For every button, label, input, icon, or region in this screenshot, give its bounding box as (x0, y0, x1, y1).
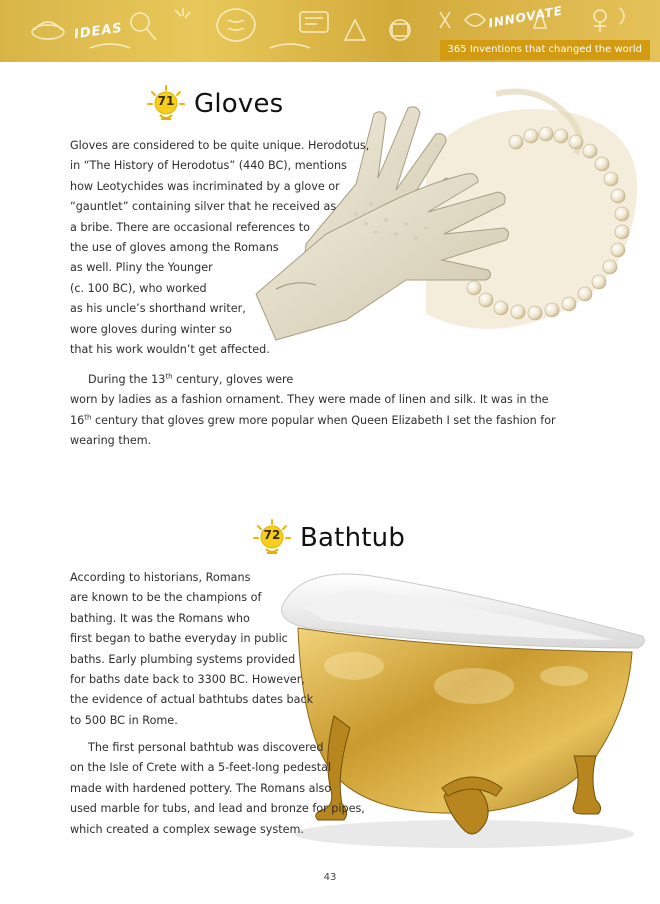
doodle-ideas-label: IDEAS (73, 20, 124, 43)
text-line: that his work wouldn’t get affected. (70, 343, 270, 357)
text-line: first began to bathe everyday in public (70, 632, 288, 646)
text-line: on the Isle of Crete with a 5-feet-long pedestal (70, 761, 332, 775)
text-line (70, 370, 590, 390)
invention-number: 71 (157, 94, 175, 108)
text-line (70, 411, 590, 431)
series-title-tag: 365 Inventions that changed the world (440, 40, 650, 60)
text-line: Gloves are considered to be quite unique. Herodotus, (70, 139, 370, 152)
text-span: 16 (70, 413, 85, 427)
text-line: which created a complex sewage system. (70, 822, 304, 836)
text-line: as well. Pliny the Younger (70, 261, 213, 275)
section-title: Gloves (194, 89, 284, 119)
text-line: bathing. It was the Romans who (70, 611, 250, 625)
section-title: Bathtub (300, 523, 406, 553)
text-span: century, gloves were (172, 373, 294, 386)
text-line: made with hardened pottery. The Romans also (70, 781, 332, 795)
doodle-innovate-label: INNOVATE (487, 3, 564, 31)
lightbulb-icon (252, 518, 292, 558)
text-line: are known to be the champions of (70, 591, 262, 605)
text-line: wore gloves during winter so (70, 322, 232, 336)
bathtub-paragraph-2 (70, 738, 365, 840)
header-banner (0, 0, 660, 62)
text-span: century that gloves grew more popular when Queen Elizabeth I set the fashion for (91, 413, 556, 427)
text-line: for baths date back to 3300 BC. However, (70, 673, 305, 687)
text-line: worn by ladies as a fashion ornament. They were made of linen and silk. It was in the (70, 393, 549, 407)
text-line: (c. 100 BC), who worked (70, 281, 207, 295)
bathtub-heading (252, 518, 405, 558)
text-line: in “The History of Herodotus” (440 BC), mentions (70, 159, 347, 173)
text-line: The first personal bathtub was discovered (88, 741, 324, 754)
invention-number: 72 (263, 528, 281, 542)
text-line: how Leotychides was incriminated by a glove or (70, 179, 340, 193)
text-line: wearing them. (70, 434, 152, 448)
text-line: a bribe. There are occasional references to (70, 220, 310, 234)
text-line: baths. Early plumbing systems provided (70, 652, 296, 666)
gloves-paragraph-2 (70, 370, 590, 452)
text-line: “gauntlet” containing silver that he received as (70, 200, 337, 214)
bathtub-paragraph-1 (70, 568, 340, 731)
text-span: During the 13 (88, 373, 166, 386)
lightbulb-icon (146, 84, 186, 124)
text-line: to 500 BC in Rome. (70, 713, 178, 727)
ordinal-suffix: th (165, 372, 173, 381)
text-line: the evidence of actual bathtubs dates back (70, 693, 314, 707)
page-number: 43 (323, 872, 337, 883)
text-line: the use of gloves among the Romans (70, 241, 279, 255)
text-line: used marble for tubs, and lead and bronze for pipes, (70, 802, 365, 816)
text-line: as his uncle’s shorthand writer, (70, 302, 246, 316)
gloves-paragraph-1 (70, 136, 370, 360)
ordinal-suffix: th (84, 413, 92, 422)
text-line: According to historians, Romans (70, 571, 251, 584)
